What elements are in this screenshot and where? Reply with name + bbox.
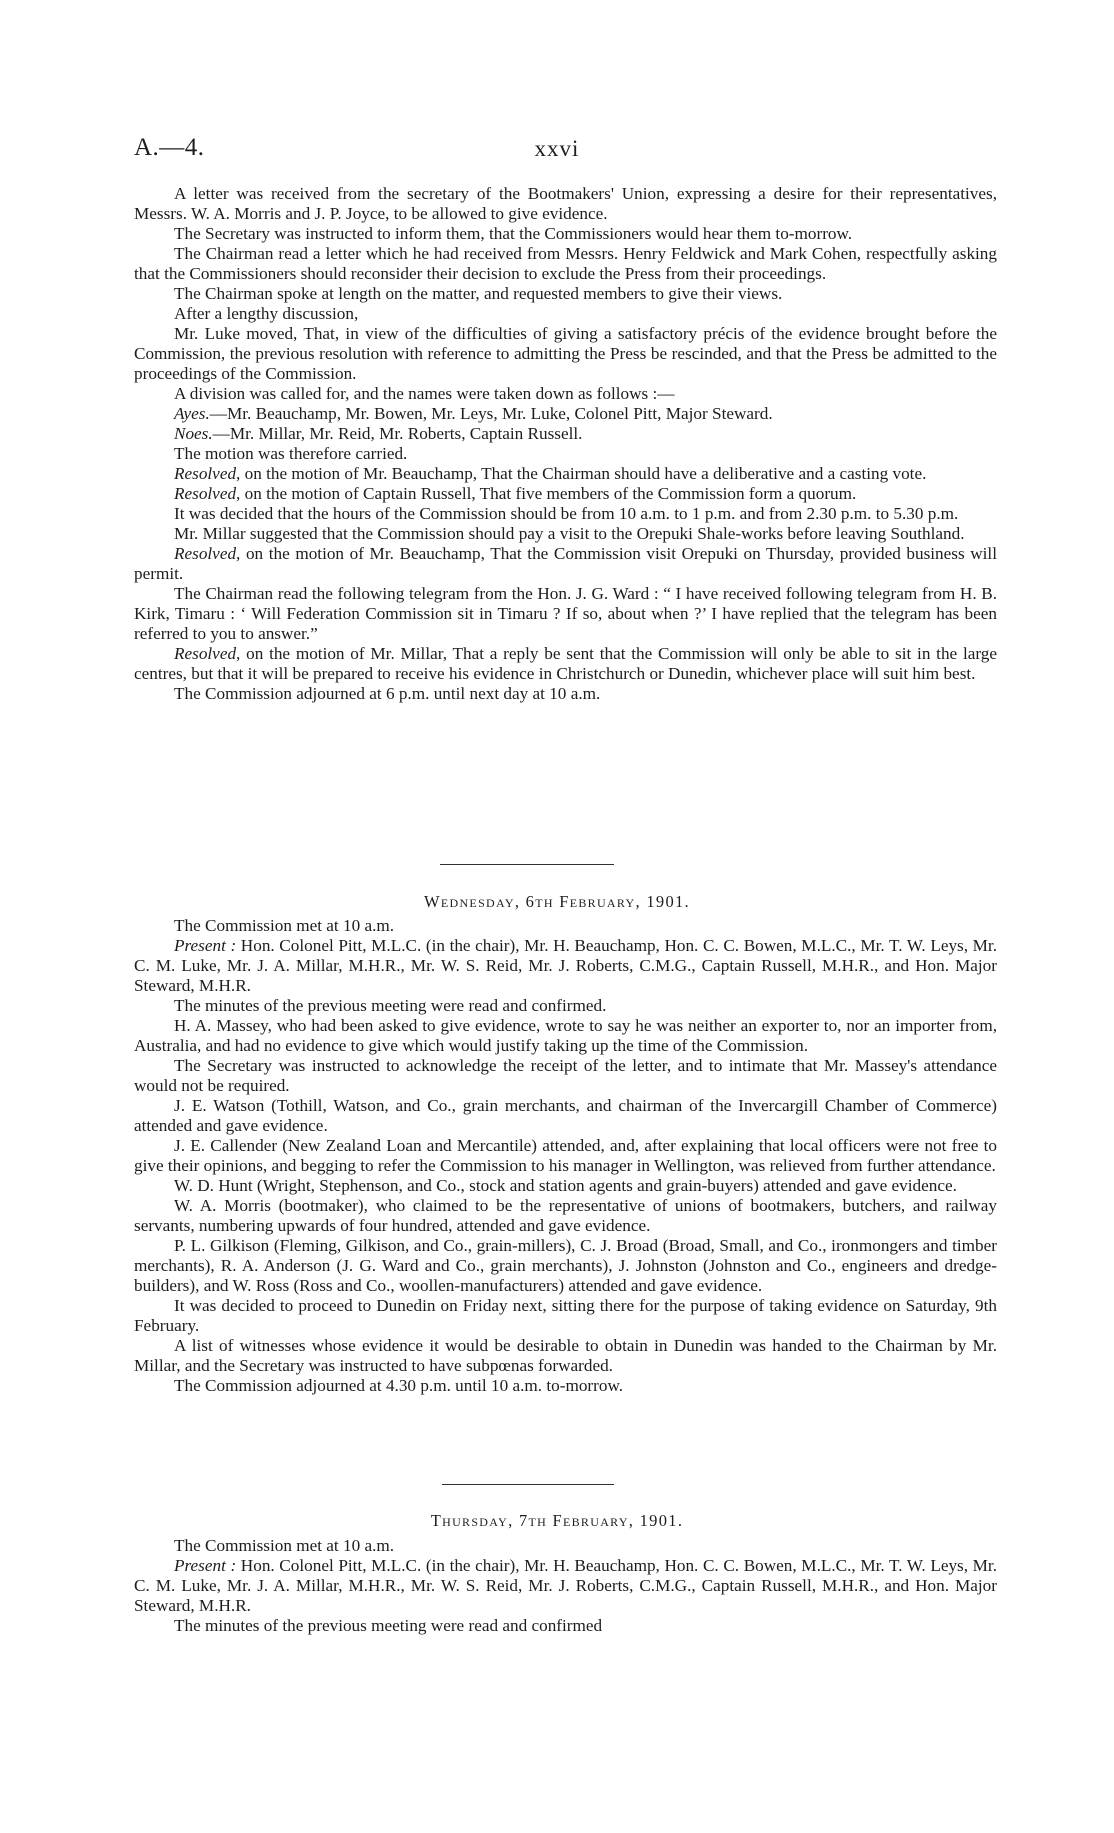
paragraph-lead: Present : <box>174 936 237 955</box>
paragraph <box>134 284 997 304</box>
paragraph-text: It was decided that the hours of the Commission should be from 10 a.m. to 1 p.m. and from 2.30 p.m. to 5.30 p.m. <box>174 504 959 523</box>
paragraph <box>134 184 997 224</box>
paragraph <box>134 464 997 484</box>
paragraph-lead: Resolved, <box>174 644 241 663</box>
paragraph <box>134 916 997 936</box>
paragraph <box>134 484 997 504</box>
paragraph-text: A division was called for, and the names were taken down as follows :— <box>174 384 675 403</box>
paragraph <box>134 584 997 644</box>
paragraph <box>134 1096 997 1136</box>
paragraph-text: A letter was received from the secretary of the Bootmakers' Union, expressing a desire for their representatives, Messrs. W. A. Morris and J. P. Joyce, to be allowed to give evidence. <box>134 184 997 223</box>
paragraph <box>134 324 997 384</box>
paragraph <box>134 244 997 284</box>
paragraph <box>134 1556 997 1616</box>
paragraph-text: The Chairman spoke at length on the matter, and requested members to give their views. <box>174 284 783 303</box>
paragraph-text: The Secretary was instructed to inform them, that the Commissioners would hear them to-morrow. <box>174 224 853 243</box>
section-heading-thursday: Thursday, 7th February, 1901. <box>430 1511 684 1530</box>
paragraph-text: A list of witnesses whose evidence it would be desirable to obtain in Dunedin was handed to the Chairman by Mr. Millar, and the Secretary was instructed to have subpœnas forwarded. <box>134 1336 997 1375</box>
minutes-block-thursday <box>134 1536 997 1636</box>
paragraph-text: The minutes of the previous meeting were read and confirmed. <box>174 996 607 1015</box>
paragraph <box>134 1296 997 1336</box>
paragraph <box>134 1336 997 1376</box>
paragraph <box>134 1616 997 1636</box>
paragraph-text: The Commission met at 10 a.m. <box>174 1536 395 1555</box>
minutes-block-first <box>134 184 997 704</box>
paragraph-text: W. A. Morris (bootmaker), who claimed to be the representative of unions of bootmakers, butchers, and railway servants, numbering upwards of four hundred, attended and gave evidence. <box>134 1196 997 1235</box>
paragraph-text: The Chairman read the following telegram from the Hon. J. G. Ward : “ I have received following telegram from H. B. Kirk, Timaru : ‘ Will Federation Commission sit in Timaru ? If so, about when ?’ I have replied that the telegram has been referred to you to answer.” <box>134 584 997 643</box>
paragraph <box>134 504 997 524</box>
paragraph <box>134 996 997 1016</box>
paragraph <box>134 424 997 444</box>
paragraph <box>134 1016 997 1056</box>
paragraph-text: J. E. Callender (New Zealand Loan and Mercantile) attended, and, after explaining that local officers were not free to give their opinions, and begging to refer the Commission to his manager in Wellington, was relieved from further attendance. <box>134 1136 997 1175</box>
paragraph-text: W. D. Hunt (Wright, Stephenson, and Co., stock and station agents and grain-buyers) attended and gave evidence. <box>174 1176 957 1195</box>
section-heading-wednesday: Wednesday, 6th February, 1901. <box>424 892 690 911</box>
paragraph-text: Mr. Millar suggested that the Commission should pay a visit to the Orepuki Shale-works before leaving Southland. <box>174 524 965 543</box>
paragraph-text: The Commission adjourned at 4.30 p.m. until 10 a.m. to-morrow. <box>174 1376 624 1395</box>
paragraph-text: The minutes of the previous meeting were read and confirmed <box>174 1616 603 1635</box>
paragraph-text: P. L. Gilkison (Fleming, Gilkison, and Co., grain-millers), C. J. Broad (Broad, Small, and Co., ironmongers and timber merchants), R. A. Anderson (J. G. Ward and Co., grain merchants), J. Johnston (Johnston and Co., engineers and dredge-builders), and W. Ross (Ross and Co., woollen-manufacturers) attended and gave evidence. <box>134 1236 997 1295</box>
paragraph-lead: Resolved, <box>174 464 241 483</box>
paragraph-text: —Mr. Beauchamp, Mr. Bowen, Mr. Leys, Mr. Luke, Colonel Pitt, Major Steward. <box>209 404 773 423</box>
paragraph <box>134 404 997 424</box>
paragraph-text: J. E. Watson (Tothill, Watson, and Co., grain merchants, and chairman of the Invercargill Chamber of Commerce) attended and gave evidence. <box>134 1096 997 1135</box>
paragraph-text: Hon. Colonel Pitt, M.L.C. (in the chair), Mr. H. Beauchamp, Hon. C. C. Bowen, M.L.C., Mr. T. W. Leys, Mr. C. M. Luke, Mr. J. A. Millar, M.H.R., Mr. W. S. Reid, Mr. J. Roberts, C.M.G., Captain Russell, M.H.R., and Hon. Major Steward, M.H.R. <box>134 1556 997 1615</box>
paragraph-text: The Secretary was instructed to acknowledge the receipt of the letter, and to intimate that Mr. Massey's attendance would not be required. <box>134 1056 997 1095</box>
paragraph-text: on the motion of Mr. Beauchamp, That the Chairman should have a deliberative and a casting vote. <box>240 464 927 483</box>
paragraph <box>134 936 997 996</box>
paragraph-text: It was decided to proceed to Dunedin on Friday next, sitting there for the purpose of taking evidence on Saturday, 9th February. <box>134 1296 997 1335</box>
paragraph-text: The Chairman read a letter which he had received from Messrs. Henry Feldwick and Mark Cohen, respectfully asking that the Commissioners should reconsider their decision to exclude the Press from their proceedings. <box>134 244 997 283</box>
paragraph-lead: Noes. <box>174 424 213 443</box>
minutes-block-wednesday <box>134 916 997 1396</box>
section-divider <box>440 864 614 865</box>
paragraph <box>134 444 997 464</box>
paragraph <box>134 384 997 404</box>
paragraph-lead: Present : <box>174 1556 237 1575</box>
paragraph-text: Mr. Luke moved, That, in view of the difficulties of giving a satisfactory précis of the evidence brought before the Commission, the previous resolution with reference to admitting the Press be rescinded, and that the Press be admitted to the proceedings of the Commission. <box>134 324 997 383</box>
paragraph <box>134 1196 997 1236</box>
paragraph <box>134 524 997 544</box>
paragraph-text: on the motion of Captain Russell, That five members of the Commission form a quorum. <box>240 484 857 503</box>
paragraph <box>134 1176 997 1196</box>
paragraph <box>134 544 997 584</box>
paragraph-text: Hon. Colonel Pitt, M.L.C. (in the chair), Mr. H. Beauchamp, Hon. C. C. Bowen, M.L.C., Mr. T. W. Leys, Mr. C. M. Luke, Mr. J. A. Millar, M.H.R., Mr. W. S. Reid, Mr. J. Roberts, C.M.G., Captain Russell, M.H.R., and Hon. Major Steward, M.H.R. <box>134 936 997 995</box>
paragraph <box>134 1376 997 1396</box>
paragraph-lead: Resolved, <box>174 544 241 563</box>
section-divider <box>442 1484 614 1485</box>
paragraph <box>134 684 997 704</box>
paragraph-text: on the motion of Mr. Beauchamp, That the Commission visit Orepuki on Thursday, provided business will permit. <box>134 544 997 583</box>
document-reference: A.—4. <box>134 134 205 161</box>
paragraph-text: The Commission adjourned at 6 p.m. until next day at 10 a.m. <box>174 684 601 703</box>
paragraph <box>134 1236 997 1296</box>
paragraph <box>134 304 997 324</box>
paragraph-text: —Mr. Millar, Mr. Reid, Mr. Roberts, Captain Russell. <box>212 424 583 443</box>
paragraph-lead: Resolved, <box>174 484 241 503</box>
paragraph-lead: Ayes. <box>174 404 210 423</box>
paragraph <box>134 644 997 684</box>
paragraph-text: H. A. Massey, who had been asked to give evidence, wrote to say he was neither an exporter to, nor an importer from, Australia, and had no evidence to give which would justify taking up the time of the Commission. <box>134 1016 997 1055</box>
paragraph-text: The Commission met at 10 a.m. <box>174 916 395 935</box>
paragraph-text: After a lengthy discussion, <box>174 304 359 323</box>
paragraph <box>134 1056 997 1096</box>
paragraph-text: on the motion of Mr. Millar, That a reply be sent that the Commission will only be able to sit in the large centres, but that it will be prepared to receive his evidence in Christchurch or Dunedin, whichever place will suit him best. <box>134 644 997 683</box>
paragraph <box>134 1136 997 1176</box>
page-number: xxvi <box>534 136 580 161</box>
paragraph <box>134 1536 997 1556</box>
paragraph-text: The motion was therefore carried. <box>174 444 408 463</box>
paragraph <box>134 224 997 244</box>
